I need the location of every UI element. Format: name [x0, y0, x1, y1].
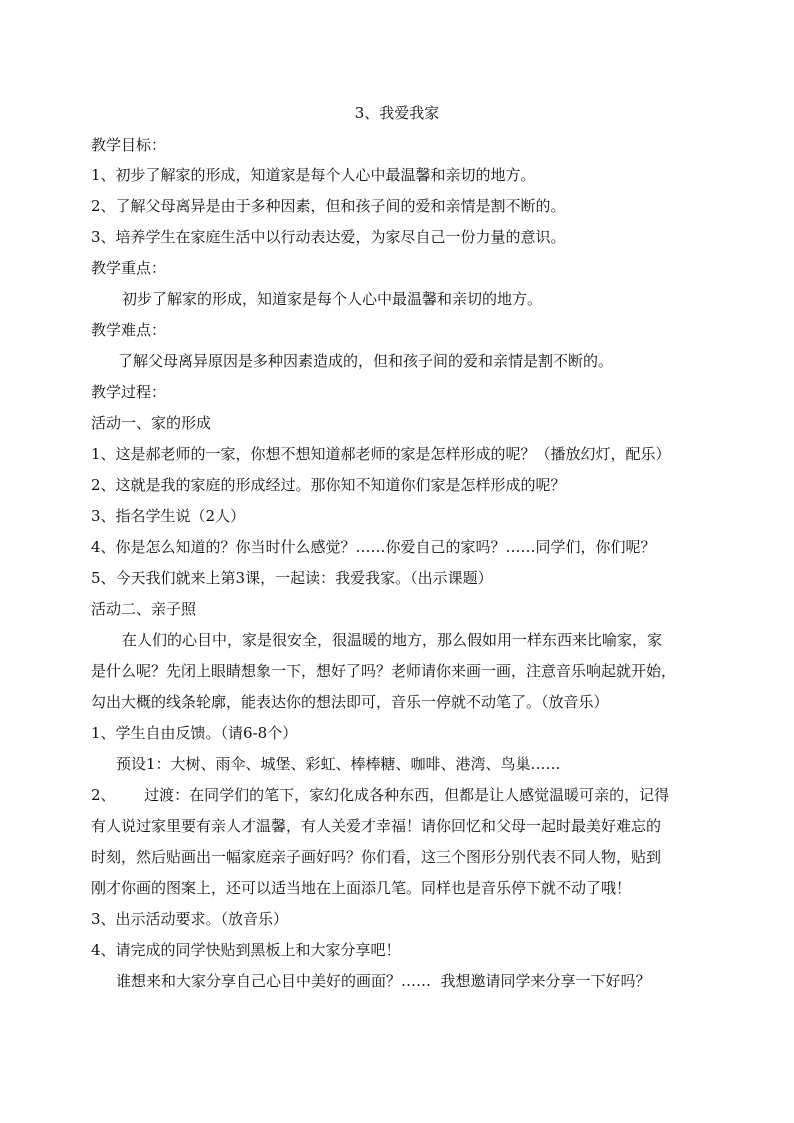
key-point-text: 初步了解家的形成，知道家是每个人心中最温馨和亲切的地方。 [122, 290, 543, 308]
process-item: 3、出示活动要求。（放音乐） [91, 910, 289, 928]
process-item: 1、这是郝老师的一家，你想不想知道郝老师的家是怎样形成的呢？（播放幻灯，配乐） [91, 445, 671, 463]
preset-line: 预设1：大树、雨伞、城堡、彩虹、棒棒糖、咖啡、港湾、鸟巢…… [116, 755, 561, 773]
paragraph-line: 是什么呢？先闭上眼睛想象一下，想好了吗？老师请你来画一画，注意音乐响起就开始， [91, 662, 677, 680]
process-item: 2、 过渡：在同学们的笔下，家幻化成各种东西，但都是让人感觉温暖可亲的，记得 [91, 786, 670, 804]
process-item: 4、请完成的同学快贴到黑板上和大家分享吧！ [91, 941, 401, 959]
paragraph-line: 时刻，然后贴画出一幅家庭亲子画好吗？你们看，这三个图形分别代表不同人物，贴到 [91, 848, 662, 866]
goal-item: 3、培养学生在家庭生活中以行动表达爱，为家尽自己一份力量的意识。 [91, 228, 566, 246]
paragraph-line: 在人们的心目中，家是很安全，很温暖的地方，那么假如用一样东西来比喻家，家 [122, 631, 663, 649]
paragraph-line: 刚才你画的图案上，还可以适当地在上面添几笔。同样也是音乐停下就不动了哦！ [91, 879, 632, 897]
difficulty-text: 了解父母离异原因是多种因素造成的，但和孩子间的爱和亲情是割不断的。 [118, 352, 614, 370]
heading-difficulties: 教学难点： [91, 321, 167, 339]
process-item: 3、指名学生说（2人） [91, 507, 246, 525]
process-item: 5、今天我们就来上第3课，一起读：我爱我家。（出示课题） [91, 569, 493, 587]
heading-teaching-process: 教学过程： [91, 383, 167, 401]
process-item: 1、学生自由反馈。（请6-8个） [91, 724, 298, 742]
activity-heading: 活动一、家的形成 [91, 414, 212, 432]
paragraph-line: 谁想来和大家分享自己心目中美好的画面？…… 我想邀请同学来分享一下好吗？ [116, 972, 651, 990]
process-item: 2、这就是我的家庭的形成经过。那你知不知道你们家是怎样形成的呢？ [91, 476, 566, 494]
document-title: 3、我爱我家 [354, 104, 440, 122]
goal-item: 1、初步了解家的形成，知道家是每个人心中最温馨和亲切的地方。 [91, 166, 536, 184]
paragraph-line: 勾出大概的线条轮廓，能表达你的想法即可，音乐一停就不动笔了。（放音乐） [91, 693, 609, 711]
heading-key-points: 教学重点： [91, 259, 167, 277]
paragraph-line: 有人说过家里要有亲人才温馨，有人关爱才幸福！请你回忆和父母一起时最美好难忘的 [91, 817, 662, 835]
goal-item: 2、了解父母离异是由于多种因素，但和孩子间的爱和亲情是割不断的。 [91, 197, 566, 215]
activity-heading: 活动二、亲子照 [91, 600, 197, 618]
heading-teaching-goals: 教学目标： [91, 136, 167, 154]
process-item: 4、你是怎么知道的？你当时什么感觉？……你爱自己的家吗？……同学们，你们呢？ [91, 538, 656, 556]
